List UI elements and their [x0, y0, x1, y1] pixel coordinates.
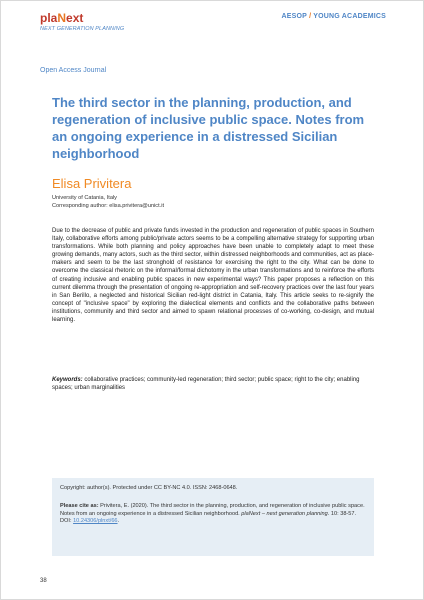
citation [60, 503, 366, 526]
keywords-label: Keywords: [52, 377, 83, 383]
author-name: Elisa Privitera [52, 176, 132, 191]
page-number: 38 [40, 578, 47, 584]
copyright-notice: Copyright: author(s). Protected under CC BY-NC 4.0. ISSN: 2468-0648. [60, 485, 238, 491]
logo-part-2: N [57, 11, 67, 25]
org-right: YOUNG ACADEMICS [313, 13, 386, 20]
plaNext-logo[interactable] [40, 12, 124, 32]
logo-part-3: ext [66, 11, 84, 25]
journal-label: Open Access Journal [40, 67, 107, 74]
corresponding-author: Corresponding author: elisa.privitera@unict.it [52, 203, 165, 209]
cite-tail: . 10: 38-57. DOI: [60, 510, 357, 525]
author-affiliation-block [52, 194, 164, 210]
abstract: Due to the decrease of public and private funds invested in the production and regeneration of public spaces in Southern Italy, collaborative efforts among public/private actors seems to be a compelling alternative strategy for supporting urban transformations. While both planning and policy approaches have been unable to completely adapt to meet these growing demands, many actors, such as the third sector, within distressed neighborhoods and communities, act as place-makers and seem to be the last stronghold of resistance for exercising the right to the city. What can be done to overcome the classical rhetoric on the informal/formal dichotomy in the urban transformations and to reinforce the efforts of creating inclusive and enabling public spaces in new experimental ways? This paper proposes a reflection on this current dilemma through the presentation of ongoing re-appropriation and self-recovery practices over the last four years in San Berillo, a neglected and historical Sicilian red-light district in Catania, Italy. This article seeks to re-signify the concept of "inclusive space" by exploring the dialectical elements and conflicts and the collaborative paths between institutions, community and third sector and aimed to spawn relational processes of co-working, co-design, and mutual learning. [52, 228, 374, 324]
article-title: The third sector in the planning, production, and regeneration of inclusive public space. Notes from an ongoing experience in a distressed Sicilian neighborhood [52, 95, 365, 161]
organization-header [282, 13, 386, 20]
citation-info-box [52, 478, 374, 556]
org-left: AESOP [281, 13, 307, 20]
doi-link[interactable]: 10.24306/plnxt/66 [73, 518, 118, 525]
org-separator: / [309, 13, 312, 20]
cite-text: Privitera, E. (2020). The third sector in the planning, production, and regeneration of inclusive public space. Notes from an ongoing experience in a distressed Sicilian neighborhood. [60, 503, 365, 517]
keywords [52, 376, 374, 392]
affiliation: University of Catania, Italy [52, 195, 117, 201]
cite-end: . [117, 518, 120, 525]
logo-part-1: pla [40, 11, 58, 25]
cite-journal: plaNext – next generation planning [241, 510, 328, 517]
logo-wordmark [40, 12, 124, 25]
cite-label: Please cite as: [60, 503, 99, 509]
logo-subtitle: NEXT GENERATION PLANNING [40, 26, 125, 32]
keywords-text: collaborative practices; community-led regeneration; third sector; public space; right to the city; enabling spaces; urban marginalities [52, 377, 360, 392]
